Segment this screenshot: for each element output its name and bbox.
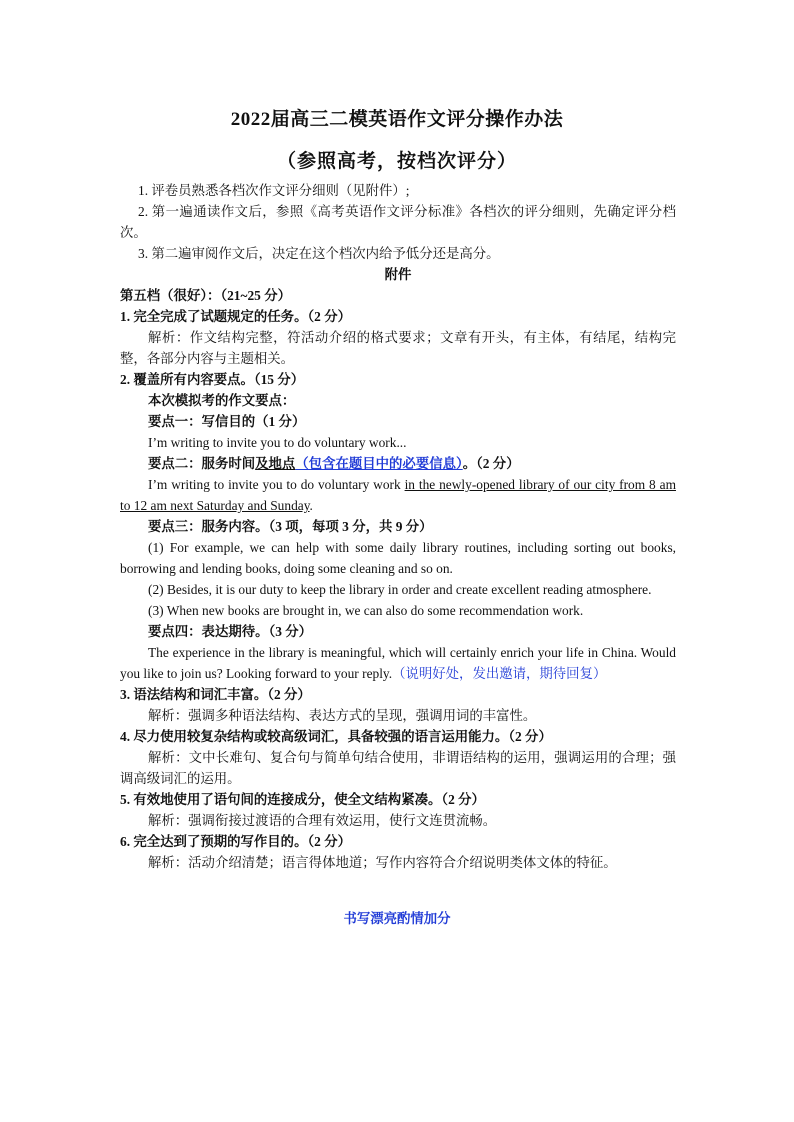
item-3-heading: 3. 语法结构和词汇丰富。（2 分） xyxy=(120,687,311,702)
item-6-heading: 6. 完全达到了预期的写作目的。（2 分） xyxy=(120,834,351,849)
item-4-heading: 4. 尽力使用较复杂结构或较高级词汇，具备较强的语言运用能力。（2 分） xyxy=(120,729,552,744)
point-2-heading-note: （包含在题目中的必要信息） xyxy=(295,456,463,471)
point-2-example-a: I’m writing to invite you to do voluntary work xyxy=(148,477,405,492)
item-5-analysis: 解析：强调衔接过渡语的合理有效运用，使行文连贯流畅。 xyxy=(148,813,497,828)
item-4-analysis: 解析：文中长难句、复合句与简单句结合使用，非谓语结构的运用，强调运用的合理；强调高级词汇的运用。 xyxy=(120,750,676,786)
point-2-heading-a: 要点二：服务时间 xyxy=(148,456,256,471)
point-2-example-c: . xyxy=(309,498,313,513)
point-4-example-text: The experience in the library is meaningful, which will certainly enrich your life in China. Would you like to join us? Looking forward to your reply. xyxy=(120,645,676,681)
point-4-note: （说明好处，发出邀请，期待回复） xyxy=(392,666,607,681)
item-6-analysis: 解析：活动介绍清楚；语言得体地道；写作内容符合介绍说明类体文体的特征。 xyxy=(148,855,617,870)
item-1-analysis: 解析：作文结构完整，符活动介绍的格式要求；文章有开头，有主体，有结尾，结构完整，各部分内容与主题相关。 xyxy=(120,330,676,366)
point-4-example xyxy=(120,642,676,684)
point-4-heading: 要点四：表达期待。（3 分） xyxy=(148,624,313,639)
step-3: 3. 第二遍审阅作文后，决定在这个档次内给予低分还是高分。 xyxy=(138,246,500,261)
item-5-heading: 5. 有效地使用了语句间的连接成分，使全文结构紧凑。（2 分） xyxy=(120,792,485,807)
point-1-heading: 要点一：写信目的（1 分） xyxy=(148,414,306,429)
document-body xyxy=(120,180,676,873)
item-2-heading: 2. 覆盖所有内容要点。（15 分） xyxy=(120,372,305,387)
appendix-label: 附件 xyxy=(384,267,412,282)
item-2-intro: 本次模拟考的作文要点： xyxy=(148,393,296,408)
point-2-heading-b: 及地点 xyxy=(255,456,296,471)
point-3-example-3: (3) When new books are brought in, we can also do some recommendation work. xyxy=(148,603,584,618)
page-subtitle: （参照高考，按档次评分） xyxy=(276,151,517,172)
point-2-example-underlined: in the newly-opened library of our city from 8 am to 12 am next Saturday and Sunday xyxy=(120,477,676,513)
step-1: 1. 评卷员熟悉各档次作文评分细则（见附件）; xyxy=(138,183,410,198)
page-title: 2022届高三二模英语作文评分操作办法 xyxy=(230,109,564,130)
footer-note: 书写漂亮酌情加分 xyxy=(343,911,451,926)
point-2-heading xyxy=(120,453,676,474)
grade-heading: 第五档（很好）：（21~25 分） xyxy=(120,288,291,303)
point-1-example: I’m writing to invite you to do voluntary work... xyxy=(148,435,407,450)
point-2-heading-d: 。（2 分） xyxy=(462,456,520,471)
point-3-example-2: (2) Besides, it is our duty to keep the library in order and create excellent reading atmosphere. xyxy=(148,582,652,597)
item-1-heading: 1. 完全完成了试题规定的任务。（2 分） xyxy=(120,309,351,324)
point-2-example xyxy=(120,474,676,516)
point-3-example-1: (1) For example, we can help with some daily library routines, including sorting out books, borrowing and lending books, doing some cleaning and so on. xyxy=(120,540,676,576)
step-2: 2. 第一遍通读作文后，参照《高考英语作文评分标准》各档次的评分细则，先确定评分档次。 xyxy=(120,204,676,240)
point-3-heading: 要点三：服务内容。（3 项，每项 3 分，共 9 分） xyxy=(148,519,433,534)
item-3-analysis: 解析：强调多种语法结构、表达方式的呈现，强调用词的丰富性。 xyxy=(148,708,537,723)
